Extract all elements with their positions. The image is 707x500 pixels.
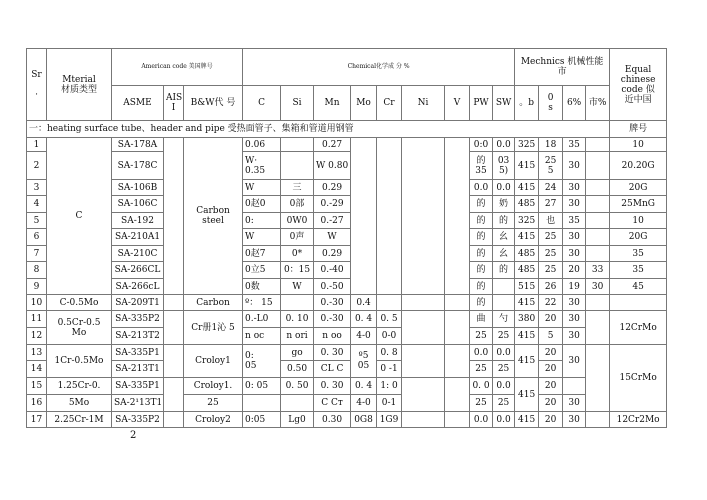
cell-asme: SA-106C bbox=[112, 196, 164, 213]
cell-c: 0: 05 bbox=[243, 345, 281, 378]
cell-6pct: 30 bbox=[563, 311, 586, 328]
cell-6pct: 30 bbox=[563, 295, 586, 311]
cell-sw: 的 bbox=[493, 213, 515, 229]
cell-equal: 12Cr2Mo bbox=[610, 412, 667, 428]
cell-si: 0W0 bbox=[281, 213, 314, 229]
cell-sr: 12 bbox=[27, 328, 47, 345]
cell-asme: SA-210C bbox=[112, 246, 164, 262]
cell-sb: 415 bbox=[515, 412, 539, 428]
cell-asme: SA-266cL bbox=[112, 279, 164, 295]
cell-mn: 0.-50 bbox=[314, 279, 351, 295]
cell-equal: 20G bbox=[610, 180, 667, 196]
cell-carbon-steel: Carbon steel bbox=[184, 138, 243, 295]
cell-c: 0:05 bbox=[243, 412, 281, 428]
cell-os: 24 bbox=[539, 180, 563, 196]
cell-sr: 5 bbox=[27, 213, 47, 229]
cell-6pct: 30 bbox=[563, 395, 586, 412]
cell-6pct: 19 bbox=[563, 279, 586, 295]
cell-cr: 0. 5 bbox=[377, 311, 402, 328]
cell-v bbox=[445, 295, 470, 311]
cell-sw: 25 bbox=[493, 395, 515, 412]
cell-si bbox=[281, 152, 314, 180]
cell-si: 0. 50 bbox=[281, 378, 314, 395]
header-cr: Cr bbox=[377, 86, 402, 121]
cell-sw: 03 5) bbox=[493, 152, 515, 180]
cell-c: 0: bbox=[243, 213, 281, 229]
cell-sr: 3 bbox=[27, 180, 47, 196]
cell-os: 18 bbox=[539, 138, 563, 152]
cell-si: 0. 10 bbox=[281, 311, 314, 328]
cell-pw: 曲 bbox=[470, 311, 493, 328]
cell-pw: 0.0 bbox=[470, 180, 493, 196]
table-row bbox=[27, 345, 667, 361]
cell-ni bbox=[402, 311, 445, 345]
header-mo: Mo bbox=[351, 86, 377, 121]
cell-si: 三 bbox=[281, 180, 314, 196]
cell-os: 22 bbox=[539, 295, 563, 311]
cell-v-empty bbox=[445, 138, 470, 295]
cell-os: 20 bbox=[539, 311, 563, 328]
cell-6pct: 30 bbox=[563, 152, 586, 180]
cell-pw: 25 bbox=[470, 395, 493, 412]
cell-sw: 25 bbox=[493, 361, 515, 378]
header-bw: B&W代 号 bbox=[184, 86, 243, 121]
header-si: Si bbox=[281, 86, 314, 121]
cell-phi: 30 bbox=[586, 279, 610, 295]
cell-si: 0：15 bbox=[281, 262, 314, 279]
cell-sb: 515 bbox=[515, 279, 539, 295]
cell-6pct: 35 bbox=[563, 138, 586, 152]
table-row bbox=[27, 311, 667, 328]
cell-asme: SA-266CL bbox=[112, 262, 164, 279]
table-row bbox=[27, 295, 667, 311]
cell-c bbox=[243, 395, 281, 412]
cell-asme: SA-213T1 bbox=[112, 361, 164, 378]
table-row bbox=[27, 378, 667, 395]
header-equal-chinese: Equal chinese code 似 近中国 bbox=[610, 49, 667, 121]
cell-ni bbox=[402, 412, 445, 428]
header-sb: 。b bbox=[515, 86, 539, 121]
cell-sw: 幺 bbox=[493, 229, 515, 246]
table-row bbox=[27, 279, 667, 295]
cell-ni-empty bbox=[402, 138, 445, 295]
cell-phi bbox=[586, 246, 610, 262]
cell-pw: 的 bbox=[470, 246, 493, 262]
cell-c: 0赵0 bbox=[243, 196, 281, 213]
cell-mn: 0.29 bbox=[314, 180, 351, 196]
cell-mn: W bbox=[314, 229, 351, 246]
cell-c: W bbox=[243, 229, 281, 246]
header-pw: PW bbox=[470, 86, 493, 121]
cell-cr: 0. 8 bbox=[377, 345, 402, 361]
cell-sr: 15 bbox=[27, 378, 47, 395]
cell-6pct: 30 bbox=[563, 196, 586, 213]
table-row bbox=[27, 152, 667, 180]
cell-sb: 380 bbox=[515, 311, 539, 328]
cell-os: 20 bbox=[539, 378, 563, 395]
cell-sb: 415 bbox=[515, 345, 539, 378]
cell-equal: 25MnG bbox=[610, 196, 667, 213]
table-row bbox=[27, 395, 667, 412]
cell-aisi bbox=[164, 345, 184, 378]
cell-pw: 的 bbox=[470, 262, 493, 279]
cell-equal: 45 bbox=[610, 279, 667, 295]
cell-c: W· 0.35 bbox=[243, 152, 281, 180]
header-paihao: 牌号 bbox=[610, 121, 667, 138]
cell-cr: 0-0 bbox=[377, 328, 402, 345]
header-ni: Ni bbox=[402, 86, 445, 121]
cell-6pct: 20 bbox=[563, 262, 586, 279]
table-row bbox=[27, 213, 667, 229]
cell-sr: 9 bbox=[27, 279, 47, 295]
cell-pw: 25 bbox=[470, 361, 493, 378]
section-title: 一：heating surface tube、header and pipe 受热面管子、集箱和管道用钢管 bbox=[27, 121, 610, 138]
cell-phi bbox=[586, 311, 610, 345]
cell-mo: 0.4 bbox=[351, 295, 377, 311]
cell-v bbox=[445, 345, 470, 378]
cell-cr: 1G9 bbox=[377, 412, 402, 428]
cell-mo: 0. 4 bbox=[351, 311, 377, 328]
cell-equal bbox=[610, 295, 667, 311]
cell-aisi bbox=[164, 378, 184, 412]
cell-equal: 35 bbox=[610, 246, 667, 262]
cell-mo: 4-0 bbox=[351, 328, 377, 345]
cell-c: º： 15 bbox=[243, 295, 281, 311]
cell-sb: 415 bbox=[515, 378, 539, 412]
cell-asme: SA-178A bbox=[112, 138, 164, 152]
cell-c: n ос bbox=[243, 328, 281, 345]
cell-bw: Croloy2 bbox=[184, 412, 243, 428]
cell-c: 0数 bbox=[243, 279, 281, 295]
cell-6pct bbox=[563, 378, 586, 395]
cell-v bbox=[445, 412, 470, 428]
cell-mn: 0.-27 bbox=[314, 213, 351, 229]
cell-material: C-0.5Mo bbox=[47, 295, 112, 311]
header-v: V bbox=[445, 86, 470, 121]
cell-bw: Croloy1 bbox=[184, 345, 243, 378]
cell-asme: SA-210A1 bbox=[112, 229, 164, 246]
cell-6pct: 30 bbox=[563, 180, 586, 196]
cell-pw: 的 bbox=[470, 279, 493, 295]
cell-phi bbox=[586, 180, 610, 196]
cell-equal: 12CrMo bbox=[610, 311, 667, 345]
cell-sw: 0.0 bbox=[493, 378, 515, 395]
cell-os: 20 bbox=[539, 395, 563, 412]
cell-sb: 415 bbox=[515, 229, 539, 246]
cell-sr: 6 bbox=[27, 229, 47, 246]
cell-material: 5Mo bbox=[47, 395, 112, 412]
cell-c: 0: 05 bbox=[243, 378, 281, 395]
cell-6pct: 35 bbox=[563, 213, 586, 229]
cell-sb: 485 bbox=[515, 246, 539, 262]
header-phi: 市% bbox=[586, 86, 610, 121]
cell-mn: 0.29 bbox=[314, 246, 351, 262]
cell-sr: 13 bbox=[27, 345, 47, 361]
cell-pw: 0.0 bbox=[470, 412, 493, 428]
steel-grade-table bbox=[26, 48, 667, 428]
cell-pw: 0. 0 bbox=[470, 378, 493, 395]
cell-ni bbox=[402, 345, 445, 378]
header-asme: ASME bbox=[112, 86, 164, 121]
cell-sb: 325 bbox=[515, 138, 539, 152]
cell-mo-empty bbox=[351, 138, 377, 295]
cell-si: 0部 bbox=[281, 196, 314, 213]
cell-phi bbox=[586, 295, 610, 311]
cell-v bbox=[445, 311, 470, 345]
cell-bw: 25 bbox=[184, 395, 243, 412]
cell-asme: SA-213T2 bbox=[112, 328, 164, 345]
cell-c: 0赵7 bbox=[243, 246, 281, 262]
cell-sr: 7 bbox=[27, 246, 47, 262]
cell-os: 20 bbox=[539, 361, 563, 378]
cell-asme: SA-335P1 bbox=[112, 378, 164, 395]
cell-material: 0.5Cr-0.5 Mo bbox=[47, 311, 112, 345]
cell-sw bbox=[493, 295, 515, 311]
cell-mn: 0.27 bbox=[314, 138, 351, 152]
cell-sw: 0.0 bbox=[493, 138, 515, 152]
table-row bbox=[27, 412, 667, 428]
cell-bw: Croloy1. bbox=[184, 378, 243, 395]
cell-sw: 的 bbox=[493, 262, 515, 279]
header-mechanics: Mechnics 机械性能 市 bbox=[515, 49, 610, 86]
cell-asme: SA-335P1 bbox=[112, 345, 164, 361]
header-mn: Mn bbox=[314, 86, 351, 121]
cell-si: W bbox=[281, 279, 314, 295]
cell-cr-empty bbox=[377, 138, 402, 295]
cell-v bbox=[445, 378, 470, 412]
cell-mo: º5 05 bbox=[351, 345, 377, 378]
table-row bbox=[27, 328, 667, 345]
cell-si: go bbox=[281, 345, 314, 361]
cell-pw: 0:0 bbox=[470, 138, 493, 152]
cell-material: 1.25Cr-0. bbox=[47, 378, 112, 395]
table-row bbox=[27, 262, 667, 279]
cell-equal: 20.20G bbox=[610, 152, 667, 180]
cell-mn: n оо bbox=[314, 328, 351, 345]
cell-asme: SA-106B bbox=[112, 180, 164, 196]
cell-mn: W 0.80 bbox=[314, 152, 351, 180]
cell-si: 0* bbox=[281, 246, 314, 262]
cell-sb: 415 bbox=[515, 152, 539, 180]
cell-os: 26 bbox=[539, 279, 563, 295]
cell-6pct: 30 bbox=[563, 345, 586, 378]
cell-si bbox=[281, 395, 314, 412]
cell-sw: 幺 bbox=[493, 246, 515, 262]
cell-si: n ori bbox=[281, 328, 314, 345]
cell-equal: 10 bbox=[610, 138, 667, 152]
cell-mn: С Ст bbox=[314, 395, 351, 412]
cell-aisi-empty bbox=[164, 138, 184, 295]
header-sw: SW bbox=[493, 86, 515, 121]
cell-phi bbox=[586, 138, 610, 152]
cell-sw: 0.0 bbox=[493, 345, 515, 361]
cell-sr: 17 bbox=[27, 412, 47, 428]
cell-material: 1Cr-0.5Mo bbox=[47, 345, 112, 378]
cell-mn: 0.-29 bbox=[314, 196, 351, 213]
cell-pw: 0.0 bbox=[470, 345, 493, 361]
cell-si: 0.50 bbox=[281, 361, 314, 378]
cell-sw: 0.0 bbox=[493, 412, 515, 428]
cell-mn: 0. 30 bbox=[314, 345, 351, 361]
cell-os: 25 bbox=[539, 262, 563, 279]
cell-os: 20 bbox=[539, 345, 563, 361]
cell-cr: 1: 0 bbox=[377, 378, 402, 395]
cell-asme: SA-178C bbox=[112, 152, 164, 180]
cell-asme: SA-209T1 bbox=[112, 295, 164, 311]
cell-mo: 0. 4 bbox=[351, 378, 377, 395]
cell-c: W bbox=[243, 180, 281, 196]
cell-pw: 的 bbox=[470, 196, 493, 213]
cell-material-c: C bbox=[47, 138, 112, 295]
cell-sr: 4 bbox=[27, 196, 47, 213]
cell-os: 27 bbox=[539, 196, 563, 213]
table-row bbox=[27, 246, 667, 262]
cell-mn: 0. 30 bbox=[314, 378, 351, 395]
cell-phi bbox=[586, 229, 610, 246]
cell-6pct: 30 bbox=[563, 412, 586, 428]
header-6pct: 6% bbox=[563, 86, 586, 121]
cell-aisi bbox=[164, 295, 184, 311]
cell-sw bbox=[493, 279, 515, 295]
cell-6pct: 30 bbox=[563, 328, 586, 345]
cell-equal: 35 bbox=[610, 262, 667, 279]
cell-cr: 0-1 bbox=[377, 395, 402, 412]
header-aisi: AIS I bbox=[164, 86, 184, 121]
header-american-code: American code 美国牌号 bbox=[112, 49, 243, 86]
cell-pw: 的 35 bbox=[470, 152, 493, 180]
cell-ni bbox=[402, 295, 445, 311]
cell-6pct: 30 bbox=[563, 229, 586, 246]
cell-sb: 485 bbox=[515, 262, 539, 279]
cell-asme: SA-335P2 bbox=[112, 311, 164, 328]
cell-bw: Carbon bbox=[184, 295, 243, 311]
cell-os: 5 bbox=[539, 328, 563, 345]
cell-si: Lg0 bbox=[281, 412, 314, 428]
cell-material: 2.25Cr-1M bbox=[47, 412, 112, 428]
table-row bbox=[27, 196, 667, 213]
cell-si bbox=[281, 138, 314, 152]
cell-mo: 4-0 bbox=[351, 395, 377, 412]
cell-cr: 0 -1 bbox=[377, 361, 402, 378]
cell-c: 0立5 bbox=[243, 262, 281, 279]
cell-sb: 325 bbox=[515, 213, 539, 229]
cell-si: 0声 bbox=[281, 229, 314, 246]
cell-sb: 415 bbox=[515, 180, 539, 196]
cell-sr: 14 bbox=[27, 361, 47, 378]
cell-equal: 10 bbox=[610, 213, 667, 229]
cell-sw: 勺 bbox=[493, 311, 515, 328]
cell-sr: 2 bbox=[27, 152, 47, 180]
cell-phi bbox=[586, 412, 610, 428]
header-material: Mterial 材质类型 bbox=[47, 49, 112, 121]
cell-aisi bbox=[164, 311, 184, 345]
cell-asme: SA-335P2 bbox=[112, 412, 164, 428]
cell-os: 25 5 bbox=[539, 152, 563, 180]
table-row bbox=[27, 180, 667, 196]
cell-os: 25 bbox=[539, 229, 563, 246]
cell-sr: 10 bbox=[27, 295, 47, 311]
cell-sb: 415 bbox=[515, 295, 539, 311]
cell-si bbox=[281, 295, 314, 311]
cell-mn: 0.30 bbox=[314, 412, 351, 428]
cell-cr bbox=[377, 295, 402, 311]
cell-sr: 8 bbox=[27, 262, 47, 279]
cell-os: 25 bbox=[539, 246, 563, 262]
cell-sr: 11 bbox=[27, 311, 47, 328]
cell-phi bbox=[586, 345, 610, 412]
cell-sw: 奶 bbox=[493, 196, 515, 213]
cell-os: 也 bbox=[539, 213, 563, 229]
cell-6pct: 30 bbox=[563, 246, 586, 262]
cell-sr: 1 bbox=[27, 138, 47, 152]
cell-aisi bbox=[164, 412, 184, 428]
cell-sb: 415 bbox=[515, 328, 539, 345]
cell-pw: 的 bbox=[470, 229, 493, 246]
header-os: 0 s bbox=[539, 86, 563, 121]
cell-equal: 15CrMo bbox=[610, 345, 667, 412]
cell-pw: 的 bbox=[470, 295, 493, 311]
cell-mn: 0.-30 bbox=[314, 311, 351, 328]
cell-bw: Cr册1沁 5 bbox=[184, 311, 243, 345]
cell-c: 0.06 bbox=[243, 138, 281, 152]
cell-phi bbox=[586, 152, 610, 180]
table-row bbox=[27, 229, 667, 246]
cell-mn: 0.-40 bbox=[314, 262, 351, 279]
cell-pw: 25 bbox=[470, 328, 493, 345]
header-sr: Sr · bbox=[27, 49, 47, 121]
header-chemical: Chemical化学成 分 % bbox=[243, 49, 515, 86]
cell-pw: 的 bbox=[470, 213, 493, 229]
page-number: 2 bbox=[130, 430, 137, 441]
cell-sb: 485 bbox=[515, 196, 539, 213]
table-row bbox=[27, 138, 667, 152]
cell-c: 0.-L0 bbox=[243, 311, 281, 328]
cell-sw: 25 bbox=[493, 328, 515, 345]
cell-phi bbox=[586, 213, 610, 229]
header-c: C bbox=[243, 86, 281, 121]
cell-phi: 33 bbox=[586, 262, 610, 279]
cell-asme: SA-2¹13T1 bbox=[112, 395, 164, 412]
cell-mn: 0.-30 bbox=[314, 295, 351, 311]
cell-asme: SA-192 bbox=[112, 213, 164, 229]
cell-equal: 20G bbox=[610, 229, 667, 246]
cell-sw: 0.0 bbox=[493, 180, 515, 196]
cell-os: 20 bbox=[539, 412, 563, 428]
cell-ni bbox=[402, 378, 445, 412]
cell-sr: 16 bbox=[27, 395, 47, 412]
cell-phi bbox=[586, 196, 610, 213]
cell-mo: 0G8 bbox=[351, 412, 377, 428]
cell-mn: CL C bbox=[314, 361, 351, 378]
